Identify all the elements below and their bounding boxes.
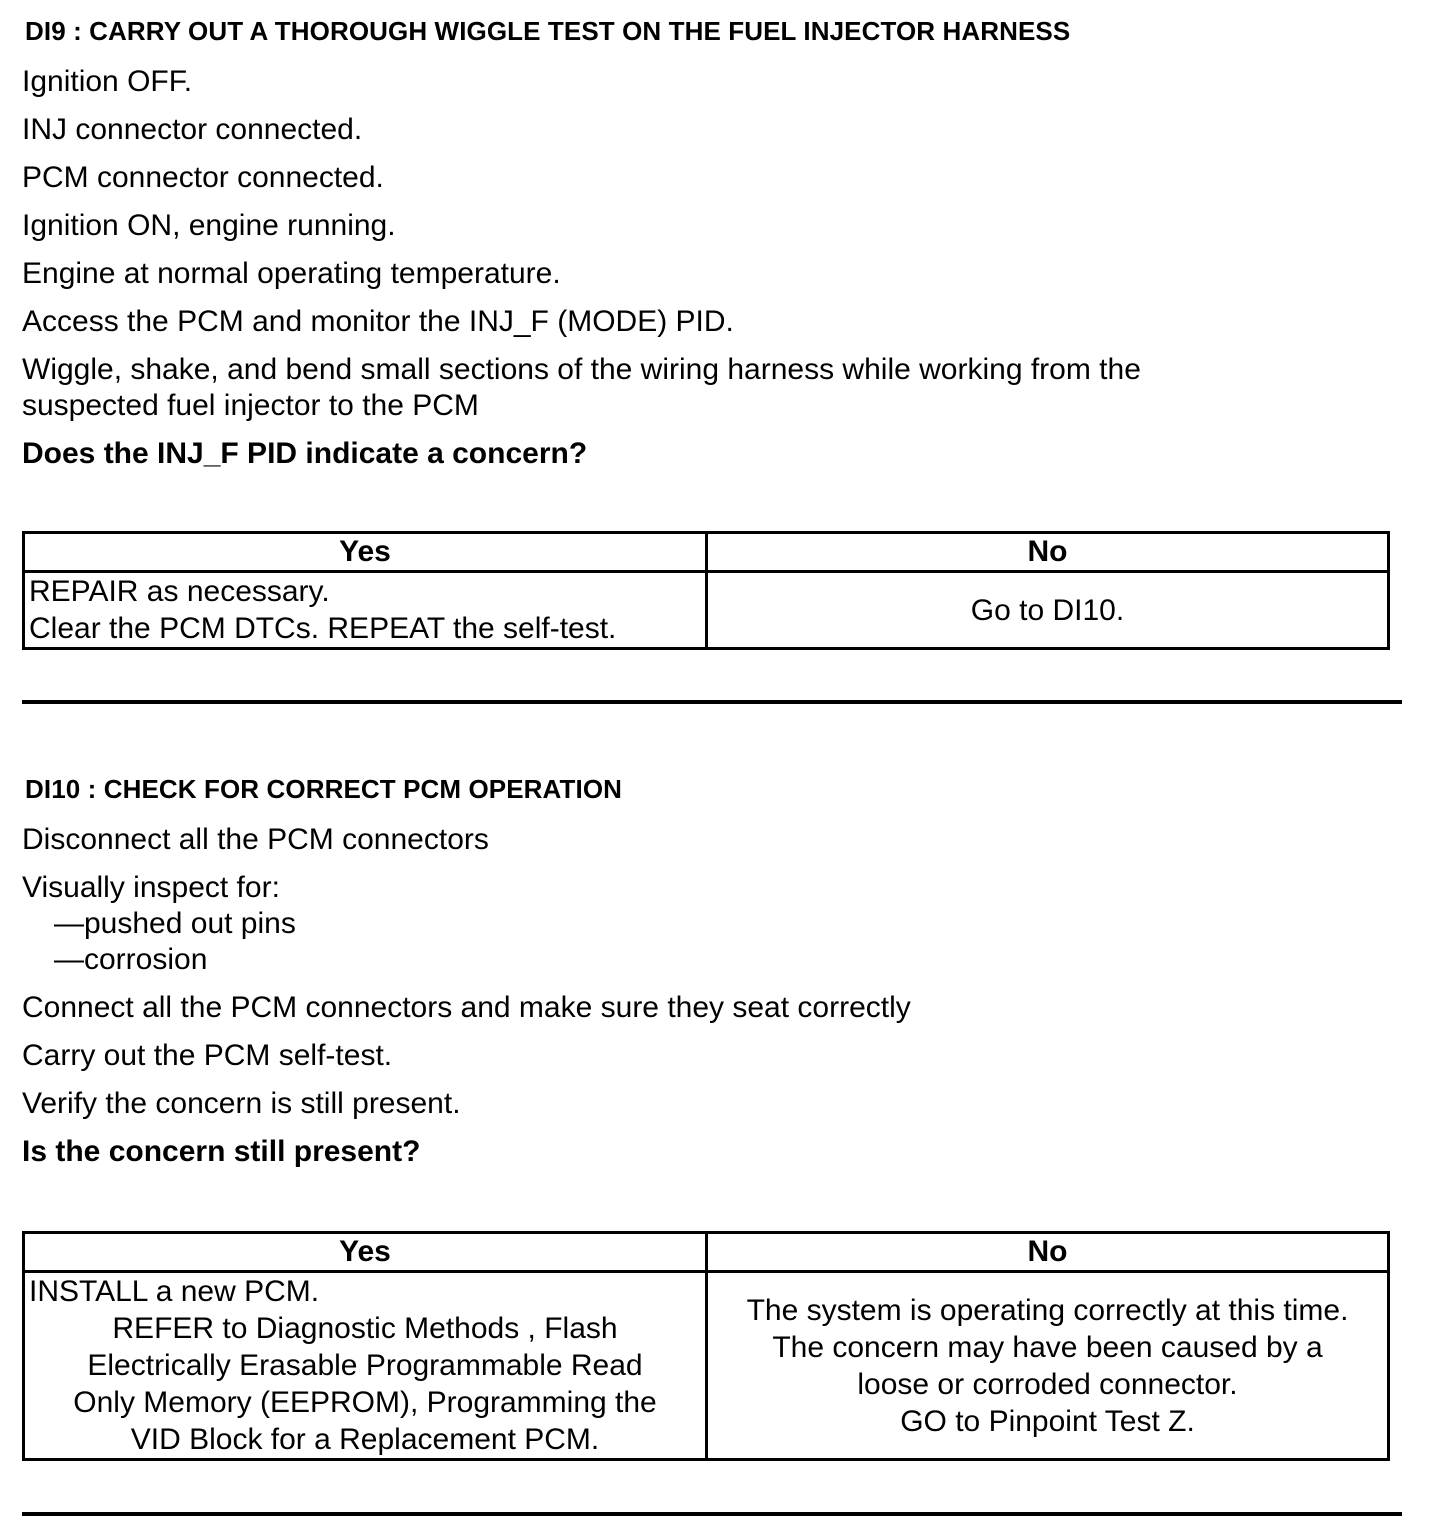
di9-step-3: PCM connector connected. xyxy=(22,161,384,194)
di10-sub-pushed-out-pins: —pushed out pins xyxy=(54,907,296,940)
di10-no-line-3: loose or corroded connector. xyxy=(857,1367,1238,1401)
di10-section xyxy=(22,774,1402,1170)
di10-no-header: No xyxy=(707,1233,1389,1272)
di9-step-7 xyxy=(22,352,1402,424)
di9-yes-line-1: REPAIR as necessary. xyxy=(29,575,330,608)
di10-yes-line-3: Electrically Erasable Programmable Read xyxy=(87,1349,643,1382)
di9-step-4: Ignition ON, engine running. xyxy=(22,209,396,242)
di10-no-line-2: The concern may have been caused by a xyxy=(772,1330,1323,1364)
di9-no-cell: Go to DI10. xyxy=(707,572,1389,649)
di10-sub-corrosion: —corrosion xyxy=(54,943,208,976)
di10-yes-header: Yes xyxy=(24,1233,707,1272)
di10-heading: DI10 : CHECK FOR CORRECT PCM OPERATION xyxy=(25,774,623,804)
di10-no-cell xyxy=(707,1272,1389,1460)
di9-step-7-line-1: Wiggle, shake, and bend small sections of the wiring harness while working from the xyxy=(22,353,1141,386)
di10-yes-line-5: VID Block for a Replacement PCM. xyxy=(130,1423,600,1456)
di10-step-2 xyxy=(22,870,1402,978)
di10-question: Is the concern still present? xyxy=(22,1135,421,1168)
di9-yes-line-2: Clear the PCM DTCs. REPEAT the self-test. xyxy=(29,612,617,645)
bottom-divider xyxy=(22,1512,1402,1516)
di9-yes-cell xyxy=(24,572,707,649)
di10-no-line-1: The system is operating correctly at this time. xyxy=(746,1293,1349,1327)
section-divider xyxy=(22,700,1402,704)
di10-step-4: Carry out the PCM self-test. xyxy=(22,1039,393,1072)
di9-section xyxy=(22,16,1402,472)
di10-result-table xyxy=(22,1231,1390,1461)
di9-result-table xyxy=(22,531,1390,650)
di9-heading: DI9 : CARRY OUT A THOROUGH WIGGLE TEST ON THE FUEL INJECTOR HARNESS xyxy=(25,16,1071,46)
di10-step-3: Connect all the PCM connectors and make sure they seat correctly xyxy=(22,991,911,1024)
di9-step-7-line-2: suspected fuel injector to the PCM xyxy=(22,389,479,422)
di10-yes-line-2: REFER to Diagnostic Methods , Flash xyxy=(112,1312,618,1345)
di9-step-5: Engine at normal operating temperature. xyxy=(22,257,561,290)
di9-step-1: Ignition OFF. xyxy=(22,65,193,98)
di10-step-5: Verify the concern is still present. xyxy=(22,1087,461,1120)
di10-step-2-line: Visually inspect for: xyxy=(22,871,280,904)
di10-yes-line-4: Only Memory (EEPROM), Programming the xyxy=(73,1386,657,1419)
di9-step-2: INJ connector connected. xyxy=(22,113,363,146)
di10-step-1: Disconnect all the PCM connectors xyxy=(22,823,489,856)
di10-yes-line-1: INSTALL a new PCM. xyxy=(29,1275,320,1308)
di9-step-6: Access the PCM and monitor the INJ_F (MODE) PID. xyxy=(22,305,734,338)
di10-no-line-4: GO to Pinpoint Test Z. xyxy=(900,1404,1195,1438)
di10-yes-cell xyxy=(24,1272,707,1460)
di9-question: Does the INJ_F PID indicate a concern? xyxy=(22,437,588,470)
di9-no-header: No xyxy=(707,533,1389,572)
di9-yes-header: Yes xyxy=(24,533,707,572)
